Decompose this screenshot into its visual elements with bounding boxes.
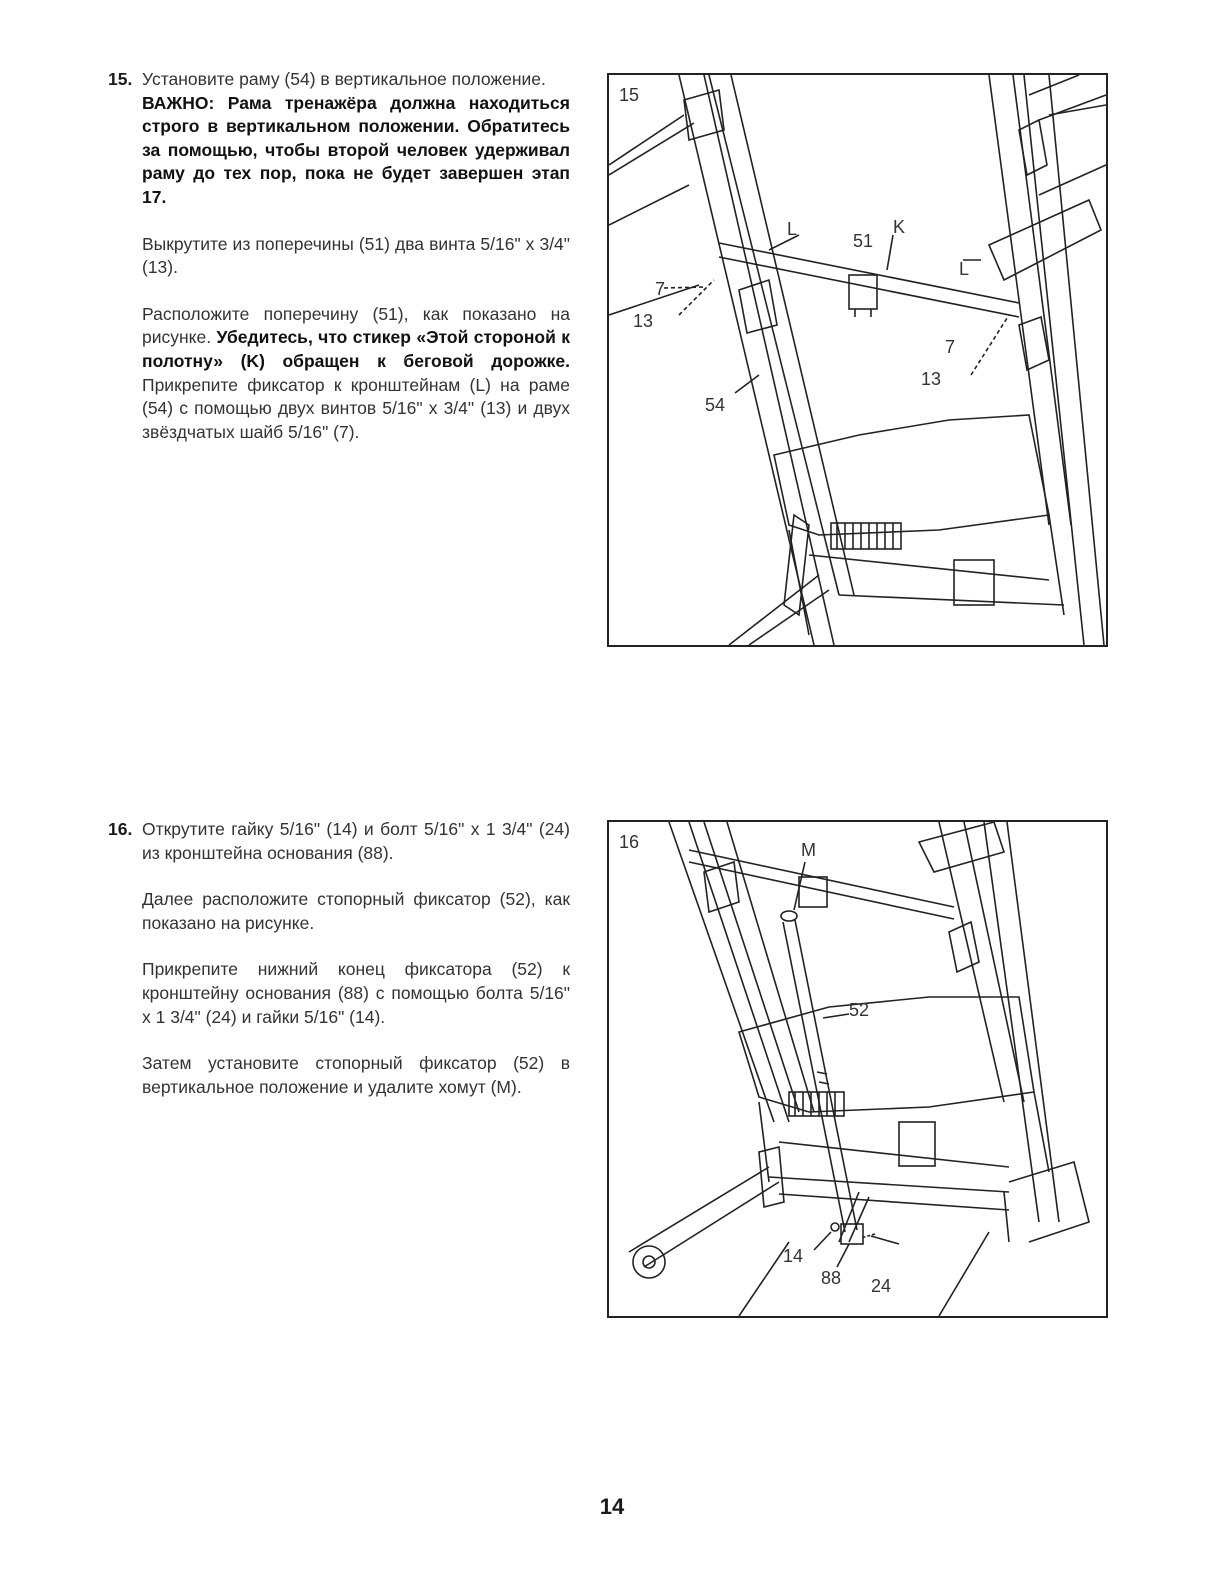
step-16-text <box>108 818 570 1122</box>
figure-15-illustration <box>609 75 1106 645</box>
step-15-para3-c: Прикрепите фиксатор к кронштейнам (L) на раме (54) с помощью двух винтов 5/16" x 3/4" (13) и двух звёздчатых шайб 5/16" (7). <box>142 374 570 442</box>
label-24: 24 <box>871 1276 892 1296</box>
step-16-line1: Открутите гайку 5/16" (14) и болт 5/16" x 1 3/4" (24) из кронштейна основания (88). <box>142 819 570 863</box>
step-15-para3-a: Расположите поперечину (51), как показано на рисунке. <box>142 303 570 348</box>
label-51: 51 <box>853 231 874 251</box>
step-number: 15. <box>108 69 133 89</box>
step-15-text <box>108 68 570 467</box>
label-54: 54 <box>705 395 726 415</box>
label-88: 88 <box>821 1268 842 1288</box>
step-16-para4: Затем установите стопорный фиксатор (52) в вертикальное положение и удалите хомут (M). <box>142 1053 570 1097</box>
figure-number: 15 <box>619 85 640 105</box>
label-7-left: 7 <box>655 279 666 299</box>
step-number: 16. <box>108 819 133 839</box>
figure-15 <box>607 73 1108 647</box>
label-13-left: 13 <box>633 311 654 331</box>
label-7-right: 7 <box>945 337 956 357</box>
page-number: 14 <box>599 1494 625 1519</box>
step-15-para3-b: Убедитесь, что стикер «Этой стороной к полотну» (K) обращен к беговой дорожке. <box>142 327 570 371</box>
step-16-para3: Прикрепите нижний конец фиксатора (52) к кронштейну основания (88) с помощью болта 5/16" x 1 3/4" (24) и гайки 5/16" (14). <box>142 959 570 1027</box>
step-15-para2: Выкрутите из поперечины (51) два винта 5/16" x 3/4" (13). <box>142 233 570 278</box>
label-K: K <box>893 217 906 237</box>
step-15-line1: Установите раму (54) в вертикальное положение. <box>142 69 546 89</box>
step-15-para3 <box>108 303 570 445</box>
figure-16-illustration <box>609 822 1106 1316</box>
figure-16 <box>607 820 1108 1318</box>
step-15-important: ВАЖНО: Рама тренажёра должна находиться строго в вертикальном положении. Обратитесь за помощью, чтобы второй человек удерживал раму до тех пор, пока не будет завершен этап 17. <box>142 92 570 207</box>
label-L-right: L <box>959 259 970 279</box>
label-13-right: 13 <box>921 369 942 389</box>
label-14: 14 <box>783 1246 804 1266</box>
step-16-para2: Далее расположите стопорный фиксатор (52), как показано на рисунке. <box>142 889 570 933</box>
label-M: M <box>801 840 816 860</box>
figure-number: 16 <box>619 832 640 852</box>
label-52: 52 <box>849 1000 870 1020</box>
label-L-left: L <box>787 219 798 239</box>
